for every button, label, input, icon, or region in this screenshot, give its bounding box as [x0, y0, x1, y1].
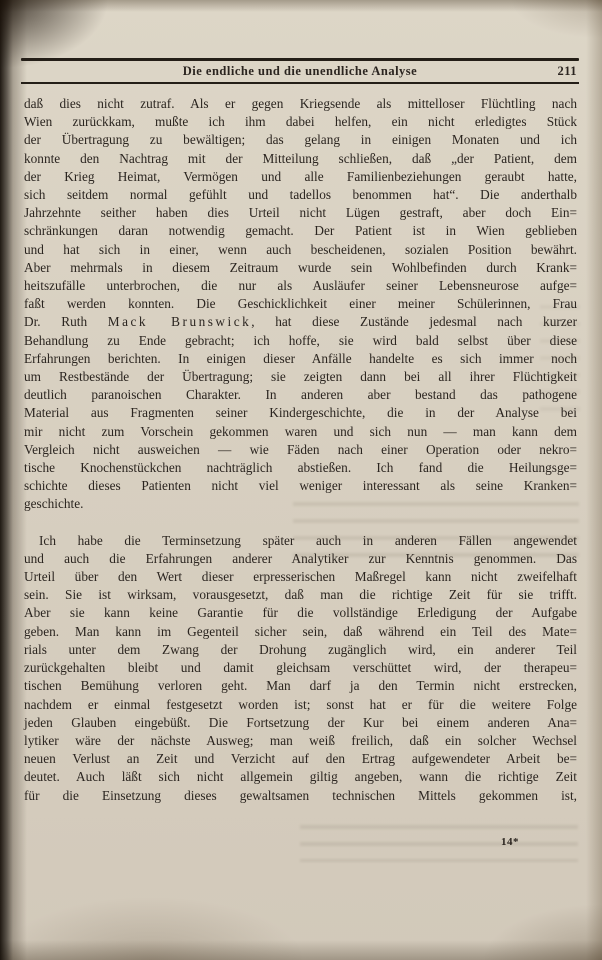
text-line — [24, 332, 577, 350]
verso-show-through — [300, 820, 578, 862]
text-segment: Behandlung zu Ende gebracht; ich hoffe, sie wird bald selbst über diese — [24, 332, 577, 348]
text-segment: und hat sich in einer, wenn auch bescheidenen, sozialen Position bewährt. — [24, 241, 577, 257]
header-row — [21, 61, 579, 82]
text-segment: neuen Verlust an Zeit und Verzicht auf den Ertrag aufgewendeter Arbeit be= — [24, 751, 577, 767]
signature-mark: 14* — [501, 836, 519, 848]
text-line — [24, 477, 577, 495]
text-line — [24, 623, 577, 641]
text-line — [24, 131, 577, 149]
text-line — [24, 368, 577, 386]
text-segment: Erfahrungen berichten. In einigen dieser Anfälle handelte es sich immer noch — [24, 350, 577, 366]
text-line — [24, 787, 577, 805]
text-line — [24, 95, 577, 113]
text-line — [24, 222, 577, 240]
text-line — [24, 641, 577, 659]
text-segment: der Übertragung zu bewältigen; das gelang in einigen Monaten und ich — [24, 132, 577, 148]
text-segment: tische Knochenstückchen nachträglich abstießen. Ich fand die Heilungsge= — [24, 460, 577, 476]
text-line — [24, 423, 577, 441]
text-line — [24, 277, 577, 295]
text-line — [24, 768, 577, 786]
text-line — [24, 568, 577, 586]
running-header — [21, 58, 579, 84]
text-line — [24, 150, 577, 168]
text-segment: mir nicht zum Vorschein gekommen waren und sich nun — man kann dem — [24, 423, 577, 439]
text-line — [24, 386, 577, 404]
text-segment: tischen Bemühung verloren geht. Man darf ja den Termin nicht erstrecken, — [24, 678, 577, 694]
text-segment: faßt werden konnten. Die Geschicklichkeit einer meiner Schülerinnen, Frau — [24, 296, 577, 312]
text-segment: daß dies nicht zutraf. Als er gegen Kriegsende als mittelloser Flüchtling nach — [24, 96, 577, 111]
text-segment: sich seitdem normal gefühlt und tadellos benommen hat“. Die anderthalb — [24, 187, 577, 203]
text-line — [24, 168, 577, 186]
text-segment: und auch die Erfahrungen anderer Analytiker zur Kenntnis genommen. Das — [24, 550, 577, 566]
text-segment: zurückgehalten bleibt und damit gleichsam verschüttet wird, der therapeu= — [24, 660, 577, 676]
text-segment: der Krieg Heimat, Vermögen und alle Familienbeziehungen geraubt hatte, — [24, 168, 577, 184]
text-line — [24, 404, 577, 422]
text-segment: deutlich paranoischen Charakter. In anderen aber bestand das pathogene — [24, 387, 577, 403]
text-segment: schränkungen daran notwendig gemacht. Der Patient ist in Wien geblieben — [24, 223, 577, 239]
text-segment: heitszufälle unterbrochen, die nur als Ausläufer seiner Lebensneurose aufge= — [24, 278, 577, 294]
text-segment: schichte dieses Patienten nicht viel weniger interessant als seine Kranken= — [24, 478, 577, 494]
text-segment: geschichte. — [24, 496, 84, 512]
verso-show-through — [293, 497, 579, 559]
text-line — [24, 732, 577, 750]
text-line — [24, 186, 577, 204]
text-line — [24, 113, 577, 131]
text-segment: um Restbestände der Übertragung; sie zeigten dann bei all ihrer Flüchtigkeit — [24, 369, 577, 385]
letterspaced-name: Mack Brunswick — [107, 314, 252, 330]
text-line — [24, 441, 577, 459]
paragraph — [24, 532, 577, 805]
text-segment: Aber mehrmals in diesem Zeitraum wurde sein Wohlbefinden durch Krank= — [24, 259, 577, 275]
text-segment: deutet. Auch läßt sich nicht allgemein giltig angeben, wann die richtige Zeit — [24, 769, 577, 785]
paragraph — [24, 95, 577, 514]
text-line — [24, 459, 577, 477]
text-segment: jeden Glauben eingebüßt. Die Fortsetzung der Kur bei einem anderen Ana= — [24, 714, 577, 730]
text-segment: geben. Man kann im Gegenteil sicher sein, daß während ein Teil des Mate= — [24, 623, 577, 639]
verso-show-through — [540, 300, 580, 420]
text-line — [24, 586, 577, 604]
text-line — [24, 714, 577, 732]
text-line — [24, 350, 577, 368]
text-segment: Material aus Fragmenten seiner Kindergeschichte, die in der Analyse bei — [24, 405, 577, 421]
text-segment: Jahrzehnte seither haben dies Urteil nicht Lügen gestraft, aber doch Ein= — [24, 205, 577, 221]
text-segment: lytiker wäre der nächste Ausweg; man weiß freilich, daß ein solcher Wechsel — [24, 732, 577, 748]
text-line — [24, 313, 577, 331]
text-line — [24, 259, 577, 277]
text-segment: nachdem er einmal festgesetzt worden ist; sonst hat er für die weitere Folge — [24, 696, 577, 712]
text-block — [24, 95, 577, 805]
text-segment: konnte den Nachtrag mit der Mitteilung schließen, daß „der Patient, dem — [24, 150, 577, 166]
text-segment: Aber sie kann keine Garantie für die vollständige Erledigung der Aufgabe — [24, 605, 577, 621]
text-segment: rials unter dem Zwang der Drohung zugänglich wird, ein anderer Teil — [24, 641, 577, 657]
text-line — [24, 204, 577, 222]
text-segment: Ich habe die Terminsetzung später auch in anderen Fällen angewendet — [39, 532, 577, 548]
text-segment: für die Einsetzung dieses gewaltsamen technischen Mittels gekommen ist, — [24, 787, 577, 803]
text-segment: sein. Sie ist wirksam, vorausgesetzt, daß man die richtige Zeit für sie trifft. — [24, 587, 577, 603]
text-line — [24, 604, 577, 622]
text-line — [24, 750, 577, 768]
text-line — [24, 295, 577, 313]
text-line — [24, 241, 577, 259]
text-line — [24, 696, 577, 714]
header-rule-bottom — [21, 82, 579, 84]
text-line — [24, 659, 577, 677]
text-segment: Dr. Ruth — [24, 314, 108, 330]
running-title: Die endliche und die unendliche Analyse — [182, 64, 418, 78]
text-line — [24, 677, 577, 695]
page-number: 211 — [557, 64, 577, 78]
text-segment: Wien zurückkam, mußte ich ihm dabei helfen, ein nicht erledigtes Stück — [24, 114, 577, 130]
text-segment: , hat diese Zustände jedesmal nach kurzer — [251, 314, 577, 330]
text-segment: Urteil über den Wert dieser erpresserischen Maßregel kann nicht zweifelhaft — [24, 569, 577, 585]
text-segment: Vergleich nicht ausweichen — wie Fäden nach einer Operation oder nekro= — [24, 441, 577, 457]
